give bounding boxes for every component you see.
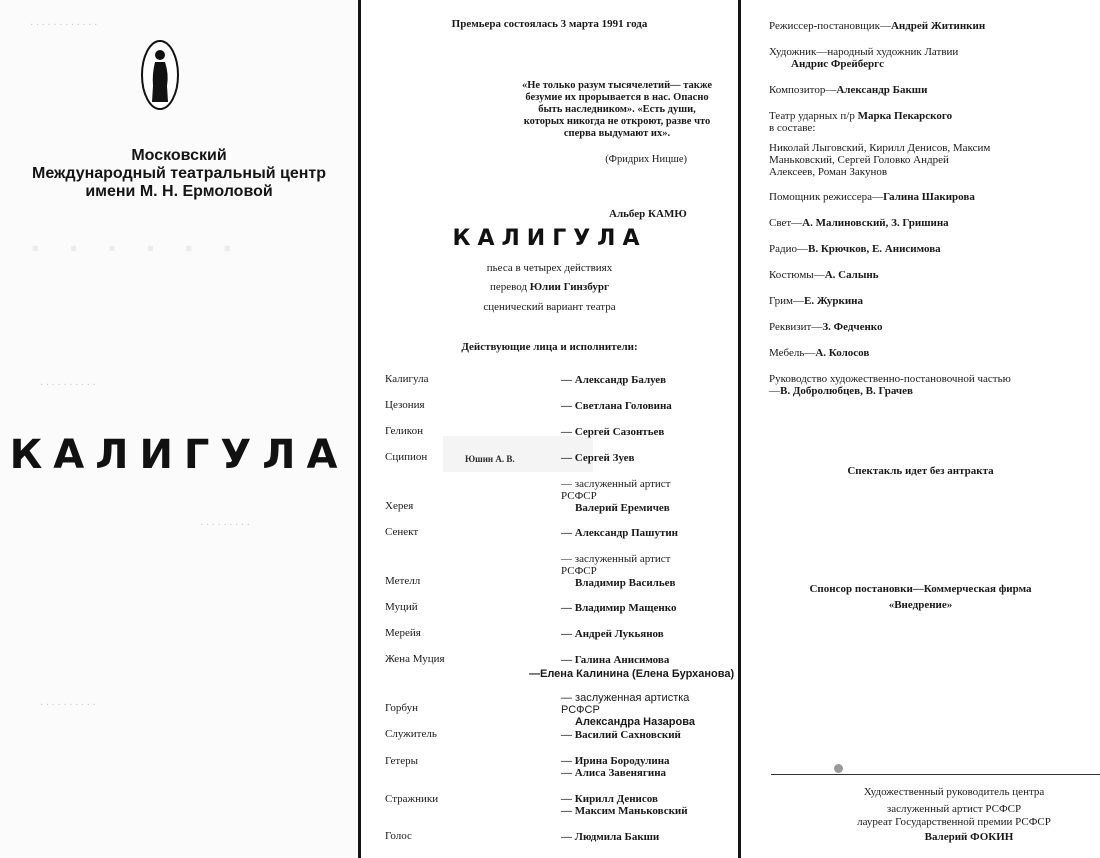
credit-label: Грим— (769, 295, 805, 307)
credit-name: А. Малиновский, З. Гришина (802, 217, 949, 229)
cast-actor-second: — Алиса Завенягина (561, 767, 667, 779)
cast-actor: — Александр Балуев (561, 374, 667, 386)
actor-name: Владимир Васильев (575, 577, 676, 589)
cast-actor: — Владимир Мащенко (561, 602, 677, 614)
cast-role: Муций (385, 601, 418, 613)
footer (829, 786, 1079, 844)
credit-label: Радио— (769, 243, 808, 255)
credit-name: А. Колосов (815, 347, 870, 359)
credit-label: Театр ударных п/р (769, 110, 855, 122)
troupe-members: Николай Лыговский, Кирилл Денисов, Максим Маньковский, Сергей Головко Андрей Алексеев, Роман Закунов (769, 142, 991, 178)
bleed-through-text: · · · · · · · · · · (40, 380, 96, 391)
play-title: КАЛИГУЛА (452, 226, 647, 251)
no-intermission-note: Спектакль идет без антракта (847, 465, 994, 477)
venue-line-2: Международный театральный центр (31, 165, 327, 182)
handwritten-stamp: Юшин А. В. (465, 454, 515, 464)
credit-name: Андрис Фрейбергс (791, 58, 884, 70)
credit-label: Композитор— (769, 84, 837, 96)
credit-label: Мебель— (769, 347, 816, 359)
credit-label: Режиссер-постановщик— (769, 20, 891, 32)
credit-radio (769, 243, 1089, 255)
actor-name: Валерий Еремичев (575, 502, 670, 514)
footer-name: Валерий ФОКИН (924, 831, 1014, 843)
cast-role: Жена Муция (385, 653, 445, 665)
cast-actor: — Ирина Бородулина (561, 755, 670, 767)
actor-name: Александра Назарова (575, 716, 695, 728)
credit-name: Марка Пекарского (857, 110, 953, 122)
epigraph-text: «Не только разум тысячелетий— также безумие их прорывается в нас. Опасно быть наследником». «Есть души, которых никогда не откроют, разве что сперва выдумают их». (522, 80, 712, 139)
sponsor-line-2: «Внедрение» (888, 599, 953, 611)
footer-line: заслуженный артист РСФСР (886, 803, 1022, 815)
cast-role: Херея (385, 500, 414, 512)
credit-props (769, 321, 1089, 333)
cast-actor-alternate: —Елена Калинина (Елена Бурханова) (529, 668, 735, 680)
credit-label: Костюмы— (769, 269, 825, 281)
credit-label: Реквизит— (769, 321, 823, 333)
credit-director (769, 20, 1089, 32)
footer-line: лауреат Государственной премии РСФСР (857, 816, 1051, 828)
bleed-through-text: · · · · · · · · · · (40, 700, 96, 711)
cast-actor-block (561, 478, 701, 514)
credit-composer (769, 84, 1089, 96)
cast-role: Геликон (385, 425, 423, 437)
cast-role: Сенект (385, 526, 419, 538)
credit-artist (769, 46, 1089, 70)
bleed-through-text: · · · · · · · · · · · · (30, 20, 98, 31)
credit-name: Галина Шакирова (883, 191, 975, 203)
credit-label: Руководство художественно-постановочной частью— (769, 373, 1011, 397)
cast-role: Мерейя (385, 627, 421, 639)
credit-name: В. Добролюбцев, В. Грачев (780, 385, 913, 397)
credit-label: Художник—народный художник Латвии (769, 46, 959, 58)
cast-actor-block (561, 692, 711, 728)
credit-furniture (769, 347, 1089, 359)
cast-role: Сципион (385, 451, 428, 463)
credit-troupe (769, 110, 1089, 134)
translation-line (361, 281, 738, 293)
cast-page (361, 0, 738, 858)
cast-actor: — Сергей Зуев (561, 452, 635, 464)
epigraph-author: (Фридрих Ницше) (605, 154, 687, 165)
cover-page (0, 0, 358, 858)
credit-label: Помощник режиссера— (769, 191, 884, 203)
cast-role: Горбун (385, 702, 418, 714)
cover-title: КАЛИГУЛА (9, 432, 349, 478)
credit-production (769, 373, 1019, 397)
cast-actor-block (561, 553, 701, 589)
translator-name: Юлии Гинзбург (529, 281, 610, 293)
credits-page (741, 0, 1100, 858)
cast-role: Калигула (385, 373, 429, 385)
cast-actor: — Сергей Сазонтьев (561, 426, 665, 438)
cast-role: Цезония (385, 399, 425, 411)
cast-actor: — Андрей Лукьянов (561, 628, 664, 640)
translation-label: перевод (489, 281, 528, 293)
cast-role: Стражники (385, 793, 439, 805)
actor-honorific: — заслуженная артистка РСФСР (561, 692, 690, 716)
play-subtitle: пьеса в четырех действиях (486, 262, 613, 274)
cast-actor: — Галина Анисимова (561, 654, 670, 666)
epigraph (517, 80, 717, 166)
ink-blot (834, 764, 843, 773)
footer-line: Художественный руководитель центра (863, 786, 1045, 798)
cast-header: Действующие лица и исполнители: (461, 341, 638, 353)
cast-actor-second: — Максим Маньковский (561, 805, 688, 817)
cast-role: Метелл (385, 575, 421, 587)
cast-role: Служитель (385, 728, 437, 740)
cast-actor: — Кирилл Денисов (561, 793, 658, 805)
stage-version: сценический вариант театра (483, 301, 616, 313)
bleed-through-title: · · · · · · (30, 232, 242, 265)
venue-line-1: Московский (131, 147, 227, 164)
cast-role: Голос (385, 830, 412, 842)
credit-name: Е. Журкина (804, 295, 864, 307)
actor-honorific: — заслуженный артист РСФСР (561, 553, 671, 577)
credit-name: З. Федченко (822, 321, 883, 333)
sponsor-line-1: Спонсор постановки—Коммерческая фирма (809, 583, 1032, 595)
venue-line-3: имени М. Н. Ермоловой (85, 183, 273, 200)
credit-assistant (769, 191, 1089, 203)
cast-actor: — Александр Пашутин (561, 527, 679, 539)
signature-rule (771, 774, 1100, 775)
credit-name: Андрей Житинкин (890, 20, 986, 32)
silhouette-emblem (141, 40, 179, 110)
bleed-through-text: · · · · · · · · · (200, 520, 250, 531)
credit-makeup (769, 295, 1089, 307)
cast-actor: — Василий Сахновский (561, 729, 681, 741)
credit-sublabel: в составе: (769, 122, 816, 134)
credit-name: Александр Бакши (836, 84, 928, 96)
actor-honorific: — заслуженный артист РСФСР (561, 478, 671, 502)
play-author: Альбер КАМЮ (609, 208, 687, 220)
credit-name: В. Крючков, Е. Анисимова (807, 243, 941, 255)
credit-costumes (769, 269, 1089, 281)
cast-actor: — Светлана Головина (561, 400, 672, 412)
cast-role: Гетеры (385, 755, 418, 767)
cast-actor: — Людмила Бакши (561, 831, 660, 843)
premiere-date: Премьера состоялась 3 марта 1991 года (451, 18, 648, 30)
credit-name: А. Салынь (824, 269, 879, 281)
credit-label: Свет— (769, 217, 803, 229)
credit-light (769, 217, 1089, 229)
